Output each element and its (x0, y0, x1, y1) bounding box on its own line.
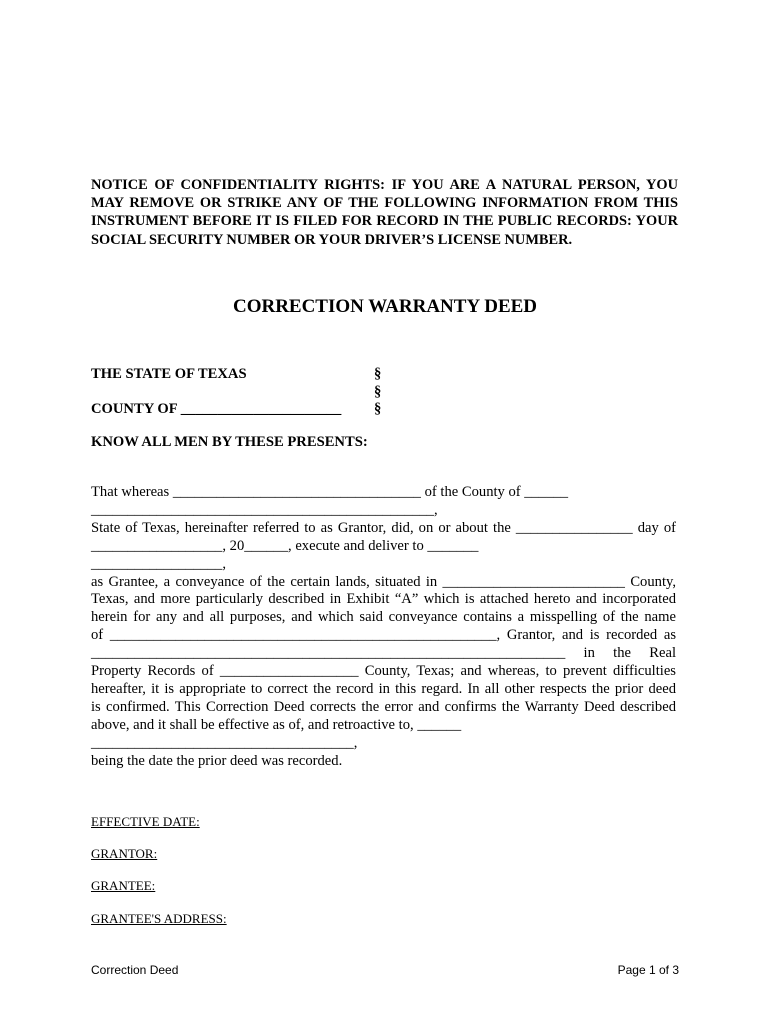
body-line: herein for any and all purposes, and which said conveyance contains a misspelling of the name (91, 609, 676, 626)
body-line: ____________________________________, (91, 734, 358, 751)
body-line: being the date the prior deed was recorded. (91, 752, 343, 769)
body-line: _________________________________________________________________ in the Real (91, 645, 676, 662)
body-line: is confirmed. This Correction Deed corrects the error and confirms the Warranty Deed described (91, 698, 676, 715)
section-symbol: § (374, 366, 382, 382)
body-line: __________________, 20______, execute and deliver to _______ (91, 537, 479, 554)
footer-document-name: Correction Deed (91, 963, 179, 977)
grantee-address-label: GRANTEE'S ADDRESS: (91, 911, 227, 926)
grantee-label: GRANTEE: (91, 878, 156, 893)
confidentiality-notice: NOTICE OF CONFIDENTIALITY RIGHTS: IF YOU ARE A NATURAL PERSON, YOU MAY REMOVE OR STRIKE ANY OF THE FOLLOWING INFORMATION FROM THIS INSTRUMENT BEFORE IT IS FILED FOR RECORD IN THE PUBLIC RECORDS: YOUR SOCIAL SECURITY NUMBER OR YOUR DRIVER’S LICENSE NUMBER. (91, 177, 678, 248)
effective-date-label: EFFECTIVE DATE: (91, 814, 200, 829)
caption-state: THE STATE OF TEXAS (91, 366, 247, 382)
section-symbol: § (374, 401, 382, 417)
body-line: Property Records of ___________________ County, Texas; and whereas, to prevent difficulties (91, 663, 676, 680)
body-line: hereafter, it is appropriate to correct the record in this regard. In all other respects the prior deed (91, 680, 676, 697)
caption-county: COUNTY OF ______________________ (91, 401, 342, 417)
body-line: __________________, (91, 555, 226, 572)
body-line: Texas, and more particularly described in Exhibit “A” which is attached hereto and incorporated (91, 591, 676, 608)
deed-body (91, 484, 676, 771)
body-line: State of Texas, hereinafter referred to as Grantor, did, on or about the ________________ day of (91, 519, 676, 536)
document-title: CORRECTION WARRANTY DEED (232, 296, 538, 317)
know-all-men-heading: KNOW ALL MEN BY THESE PRESENTS: (91, 434, 368, 450)
body-line: of _____________________________________________________, Grantor, and is recorded as (91, 627, 676, 644)
body-line: That whereas __________________________________ of the County of ______ (91, 484, 569, 500)
body-line: above, and it shall be effective as of, and retroactive to, ______ (91, 716, 462, 733)
grantor-label: GRANTOR: (91, 846, 158, 861)
footer-page-number: Page 1 of 3 (617, 963, 679, 977)
body-line: _______________________________________________, (91, 501, 438, 518)
section-symbol: § (374, 384, 382, 400)
body-line: as Grantee, a conveyance of the certain lands, situated in _________________________ County, (91, 573, 676, 590)
